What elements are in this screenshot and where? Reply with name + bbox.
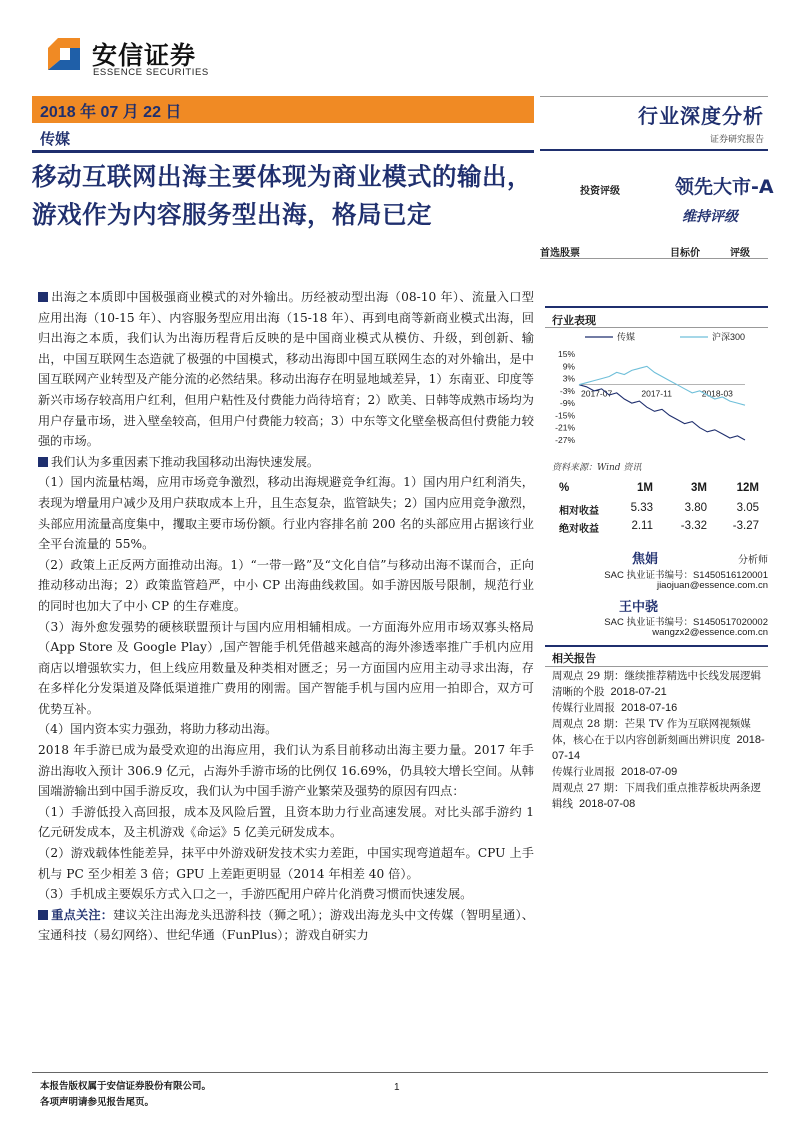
body-paragraph bbox=[38, 802, 534, 843]
body-paragraph bbox=[38, 555, 534, 617]
related-title: 相关报告 bbox=[552, 652, 596, 665]
legend-label: 传媒 bbox=[617, 332, 636, 342]
body-paragraph bbox=[38, 452, 534, 473]
body-paragraph bbox=[38, 905, 534, 946]
related-item-date: 2018-07-16 bbox=[621, 702, 678, 714]
returns-value: 3.05 bbox=[736, 502, 759, 514]
analyst-name: 焦娟 bbox=[631, 552, 658, 567]
brand-name-cn: 安信证券 bbox=[92, 41, 197, 70]
x-tick-label: 2017-07 bbox=[581, 388, 613, 399]
body-text: （2）政策上正反两方面推动出海。1）“一带一路”及“文化自信”与移动出海不谋而合，正向推动移动出海；2）政策监管趋严，中小 CP 出海曲线救国。如手游因版号限制，规范行业的同时也加大了中小 CP 的生存难度。 bbox=[38, 557, 534, 613]
y-tick-label: -9% bbox=[559, 398, 575, 409]
right-rule bbox=[540, 149, 768, 151]
brand-logo-icon bbox=[46, 36, 82, 72]
analyst-name: 王中骁 bbox=[618, 600, 658, 615]
related-item-text: 传媒行业周报 bbox=[552, 766, 615, 778]
footer-copyright: 本报告版权属于安信证券股份有限公司。 bbox=[40, 1081, 212, 1092]
returns-header-pct: % bbox=[559, 482, 570, 494]
x-tick-label: 2018-03 bbox=[701, 388, 733, 399]
picks-rating-header: 评级 bbox=[730, 248, 750, 259]
report-body bbox=[38, 287, 534, 946]
related-item-text: 周观点 27 期：下周我们重点推荐板块两条逻辑线 bbox=[552, 782, 762, 810]
report-date: 2018 年 07 月 22 日 bbox=[40, 104, 182, 121]
related-item-text: 周观点 28 期：芒果 TV 作为互联网视频媒体，核心在于以内容创新刻画出辨识度 bbox=[552, 718, 751, 746]
body-paragraph bbox=[38, 884, 534, 905]
y-tick-label: 15% bbox=[557, 349, 575, 359]
page-title: 移动互联网出海主要体现为商业模式的输出，游戏作为内容服务型出海，格局已定 bbox=[32, 162, 532, 229]
square-bullet-icon bbox=[38, 457, 48, 467]
returns-header-1m: 1M bbox=[637, 482, 653, 494]
body-text: （2）游戏载体性能差异，抹平中外游戏研发技术实力差距，中国实现弯道超车。CPU 上手机与 PC 至少相差 3 倍；GPU 上差距更明显（2014 年相差 40 倍）。 bbox=[38, 846, 534, 881]
analyst-email[interactable]: wangzx2@essence.com.cn bbox=[652, 627, 768, 638]
body-paragraph bbox=[38, 719, 534, 740]
analyst-sac: SAC 执业证书编号：S1450517020002 bbox=[604, 617, 768, 628]
sector-rule bbox=[32, 150, 534, 153]
analyst-email[interactable]: jiaojuan@essence.com.cn bbox=[656, 580, 768, 591]
y-tick-label: 3% bbox=[562, 373, 575, 384]
returns-value: -3.32 bbox=[680, 520, 707, 532]
related-item-text: 传媒行业周报 bbox=[552, 702, 615, 714]
rating-label: 投资评级 bbox=[580, 186, 620, 197]
body-text: （1）国内流量枯竭，应用市场竞争激烈，移动出海规避竞争红海。1）国内用户红利消失，表现为增量用户减少及用户获取成本上升，且生态复杂，监管缺失；2）国内应用竞争激烈，头部应用流量高度集中，攫取主要市场份额。行业内容排名前 200 名的头部应用占据该行业全平台流量的 55%。 bbox=[38, 475, 534, 552]
returns-header-12m: 12M bbox=[736, 482, 759, 494]
related-item-date: 2018-07-08 bbox=[579, 798, 636, 810]
related-rule bbox=[545, 645, 768, 647]
y-tick-label: -27% bbox=[555, 435, 575, 445]
legend-label: 沪深300 bbox=[712, 332, 746, 342]
report-subtitle: 证券研究报告 bbox=[709, 135, 764, 145]
key-focus-label: 重点关注： bbox=[51, 907, 114, 922]
sector-label: 传媒 bbox=[40, 130, 71, 148]
body-paragraph bbox=[38, 843, 534, 884]
footer-disclaimer: 各项声明请参见报告尾页。 bbox=[40, 1097, 155, 1108]
body-paragraph bbox=[38, 740, 534, 802]
rating-value: 领先大市-A bbox=[675, 176, 774, 198]
analyst-sac: SAC 执业证书编号：S1450516120001 bbox=[604, 570, 768, 581]
x-tick-label: 2017-11 bbox=[641, 388, 672, 399]
picks-target-header: 目标价 bbox=[670, 248, 700, 259]
analyst-role: 分析师 bbox=[738, 555, 768, 566]
y-tick-label: -3% bbox=[559, 385, 575, 396]
returns-row-relative bbox=[545, 502, 768, 520]
picks-stock-header: 首选股票 bbox=[540, 248, 580, 259]
right-top-rule bbox=[540, 96, 768, 97]
body-text: （1）手游低投入高回报，成本及风险后置，且资本助力行业高速发展。对比头部手游约 1 亿元研发成本，及主机游戏《命运》5 亿美元研发成本。 bbox=[38, 804, 534, 840]
related-item[interactable] bbox=[552, 780, 768, 812]
y-tick-label: -21% bbox=[555, 422, 575, 433]
related-item[interactable] bbox=[552, 716, 768, 764]
returns-value: 5.33 bbox=[630, 502, 653, 514]
related-item-date: 2018-07-14 bbox=[552, 734, 765, 762]
body-text: （3）手机成主要娱乐方式入口之一，手游匹配用户碎片化消费习惯而快速发展。 bbox=[38, 887, 473, 902]
related-list bbox=[552, 668, 768, 812]
perf-title: 行业表现 bbox=[552, 314, 596, 327]
square-bullet-icon bbox=[38, 910, 48, 920]
returns-value: 2.11 bbox=[631, 520, 653, 532]
chart-legend bbox=[585, 331, 745, 342]
body-paragraph bbox=[38, 287, 534, 452]
footer-rule bbox=[32, 1072, 768, 1073]
returns-value: -3.27 bbox=[732, 520, 759, 532]
returns-value: 3.80 bbox=[684, 502, 707, 514]
series-line-沪深300 bbox=[579, 366, 745, 405]
rating-status: 维持评级 bbox=[682, 209, 738, 225]
square-bullet-icon bbox=[38, 292, 48, 302]
body-text: 我们认为多重因素下推动我国移动出海快速发展。 bbox=[51, 454, 320, 469]
related-item[interactable] bbox=[552, 700, 768, 716]
chart-series bbox=[579, 366, 745, 440]
body-text: （3）海外愈发强势的硬核联盟预计与国内应用相辅相成。一方面海外应用市场双寡头格局（App Store 及 Google Play）,国产智能手机凭借越来越高的海外渗透率推广手机内应用商店以增强软实力，但上线应用数量及种类相对匮乏；另一方面国内应用主动寻求出海，存在多样化分发渠道及降低渠道推广费用的刚需。国产智能手机与国内应用一拍即合，双方可优势互补。 bbox=[38, 619, 534, 716]
chart-source: 资料来源：Wind 资讯 bbox=[552, 463, 642, 473]
report-type: 行业深度分析 bbox=[638, 104, 764, 128]
performance-chart bbox=[545, 328, 768, 458]
related-item[interactable] bbox=[552, 668, 768, 700]
y-tick-label: -15% bbox=[555, 410, 575, 421]
body-text: 建议关注出海龙头迅游科技（狮之吼）；游戏出海龙头中文传媒（智明星通）、宝通科技（易幻网络）、世纪华通（FunPlus）；游戏自研实力 bbox=[38, 907, 534, 943]
related-item-date: 2018-07-21 bbox=[610, 686, 667, 698]
related-item-text: 周观点 29 期：继续推荐精选中长线发展逻辑清晰的个股 bbox=[552, 670, 762, 698]
returns-header-row bbox=[545, 482, 768, 500]
body-text: 出海之本质即中国极强商业模式的对外输出。历经被动型出海（08-10 年）、流量入口型应用出海（10-15 年）、内容服务型应用出海（15-18 年）、再到电商等新商业模式出海，回归出海之本质，我们认为出海历程背后反映的是中国商业模式从模仿、升级，到创新、输出，中国互联网生态造就了极强的中国模式，移动出海即中国互联网生态的对外输出，是中国互联网产业转型及产能分流的必然结果。移动出海存在明显地域差异，1）东南亚、印度等新兴市场存较高用户红利，但用户粘性及付费能力尚待培育；2）欧美、日韩等成熟市场均为用户存量市场，进入壁垒较高，但用户付费能力较高；3）中东等文化壁垒极高但付费能力较强的市场。 bbox=[38, 290, 534, 449]
perf-rule bbox=[545, 306, 768, 308]
brand-name-en: ESSENCE SECURITIES bbox=[93, 67, 209, 78]
body-paragraph bbox=[38, 617, 534, 720]
body-text: 2018 年手游已成为最受欢迎的出海应用，我们认为系目前移动出海主要力量。2017 年手游出海收入预计 306.9 亿元，占海外手游市场的比例仅 16.69%，仍具较大增长空间。从韩国端游输出到中国手游反攻，我们认为中国手游产业繁荣及强势的原因有四点： bbox=[38, 743, 534, 799]
returns-header-3m: 3M bbox=[691, 482, 707, 494]
y-tick-label: 9% bbox=[562, 361, 575, 372]
related-rule-thin bbox=[545, 666, 768, 667]
related-item-date: 2018-07-09 bbox=[621, 766, 678, 778]
returns-row-absolute bbox=[545, 520, 768, 538]
returns-row-label: 绝对收益 bbox=[559, 524, 599, 535]
related-item[interactable] bbox=[552, 764, 768, 780]
body-text: （4）国内资本实力强劲，将助力移动出海。 bbox=[38, 722, 278, 737]
returns-row-label: 相对收益 bbox=[559, 506, 599, 517]
page-number: 1 bbox=[394, 1082, 400, 1093]
body-paragraph bbox=[38, 472, 534, 554]
